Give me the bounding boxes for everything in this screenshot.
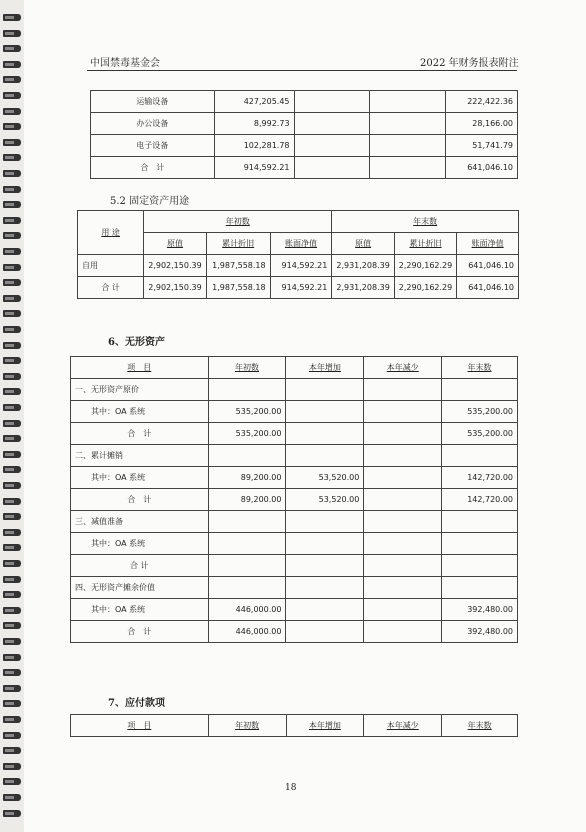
binding-ring — [3, 30, 21, 37]
value-cell — [364, 445, 442, 467]
binding-ring — [3, 232, 21, 239]
table-row — [71, 533, 518, 555]
binding-ring — [3, 388, 21, 395]
value-cell — [286, 621, 364, 643]
binding-ring — [3, 108, 21, 115]
row-label: 其中：OA 系统 — [71, 467, 209, 489]
value-cell: 1,987,558.18 — [206, 277, 270, 299]
value-cell: 914,592.21 — [270, 277, 332, 299]
row-label: 三、减值准备 — [71, 511, 209, 533]
header-report-title: 2022 年财务报表附注 — [420, 58, 519, 69]
table-row — [71, 445, 518, 467]
table-row — [71, 555, 518, 577]
binding-ring — [3, 264, 21, 271]
value-cell — [442, 577, 518, 599]
binding-ring — [3, 357, 21, 364]
row-label: 自用 — [78, 255, 144, 277]
value-cell — [364, 423, 442, 445]
binding-ring — [3, 529, 21, 536]
value-cell — [442, 555, 518, 577]
binding-ring — [3, 279, 21, 286]
value-cell — [208, 577, 286, 599]
header-rule — [87, 70, 517, 71]
table-row — [91, 135, 518, 157]
binding-ring — [3, 810, 21, 817]
value-cell — [364, 599, 442, 621]
column-header: 年末数 — [442, 715, 518, 737]
cell-decrease — [370, 157, 446, 179]
value-cell — [364, 489, 442, 511]
value-cell: 2,902,150.39 — [144, 255, 206, 277]
binding-ring — [3, 560, 21, 567]
binding-ring — [3, 685, 21, 692]
cell-decrease — [370, 135, 446, 157]
value-cell — [286, 577, 364, 599]
value-cell — [364, 379, 442, 401]
cell-increase — [294, 135, 370, 157]
row-label: 合 计 — [71, 489, 209, 511]
table-row — [78, 255, 519, 277]
binding-ring — [3, 622, 21, 629]
binding-ring — [3, 295, 21, 302]
column-header: 本年减少 — [364, 715, 442, 737]
column-header: 年初数 — [208, 357, 286, 379]
cell-end: 51,741.79 — [446, 135, 518, 157]
value-cell — [208, 379, 286, 401]
row-label: 二、累计摊销 — [71, 445, 209, 467]
binding-ring — [3, 14, 21, 21]
cell-decrease — [370, 113, 446, 135]
binding-ring — [3, 498, 21, 505]
value-cell: 914,592.21 — [270, 255, 332, 277]
binding-ring — [3, 607, 21, 614]
subheader-cell: 账面净值 — [457, 233, 519, 255]
binding-ring — [3, 794, 21, 801]
binding-ring — [3, 513, 21, 520]
binding-ring — [3, 373, 21, 380]
row-label: 合 计 — [78, 277, 144, 299]
value-cell: 392,480.00 — [442, 599, 518, 621]
section-6-title: 6、无形资产 — [108, 337, 165, 348]
value-cell — [364, 511, 442, 533]
cell-begin: 914,592.21 — [214, 157, 294, 179]
subheader-cell: 原值 — [144, 233, 206, 255]
column-header: 年末数 — [442, 357, 518, 379]
value-cell — [364, 467, 442, 489]
binding-ring — [3, 61, 21, 68]
binding-ring — [3, 732, 21, 739]
binding-ring — [3, 435, 21, 442]
binding-ring — [3, 201, 21, 208]
binding-ring — [3, 170, 21, 177]
value-cell: 535,200.00 — [208, 423, 286, 445]
spiral-binding — [0, 0, 22, 832]
value-cell — [364, 533, 442, 555]
table-row — [71, 489, 518, 511]
cell-increase — [294, 113, 370, 135]
value-cell — [364, 577, 442, 599]
value-cell — [208, 533, 286, 555]
value-cell: 53,520.00 — [286, 489, 364, 511]
header-end: 年末数 — [332, 211, 519, 233]
binding-ring — [3, 576, 21, 583]
value-cell — [208, 445, 286, 467]
value-cell: 535,200.00 — [208, 401, 286, 423]
value-cell: 53,520.00 — [286, 467, 364, 489]
column-header: 年初数 — [208, 715, 286, 737]
cell-decrease — [370, 91, 446, 113]
value-cell — [286, 379, 364, 401]
binding-ring — [3, 716, 21, 723]
binding-ring — [3, 404, 21, 411]
value-cell — [442, 533, 518, 555]
table-row — [71, 511, 518, 533]
binding-ring — [3, 326, 21, 333]
value-cell: 1,987,558.18 — [206, 255, 270, 277]
table-row — [71, 577, 518, 599]
binding-ring — [3, 186, 21, 193]
row-label: 运输设备 — [91, 91, 215, 113]
table-row — [71, 401, 518, 423]
value-cell: 142,720.00 — [442, 467, 518, 489]
table-row — [71, 599, 518, 621]
payables-table — [70, 714, 518, 737]
value-cell: 446,000.00 — [208, 599, 286, 621]
value-cell — [286, 445, 364, 467]
binding-ring — [3, 420, 21, 427]
binding-ring — [3, 669, 21, 676]
intangible-assets-table — [70, 356, 518, 643]
value-cell: 535,200.00 — [442, 401, 518, 423]
value-cell: 2,931,208.39 — [332, 255, 394, 277]
binding-ring — [3, 154, 21, 161]
value-cell — [286, 423, 364, 445]
subheader-cell: 累计折旧 — [206, 233, 270, 255]
value-cell — [208, 555, 286, 577]
binding-ring — [3, 482, 21, 489]
value-cell — [364, 555, 442, 577]
row-label: 一、无形资产原价 — [71, 379, 209, 401]
subheader-cell: 累计折旧 — [394, 233, 456, 255]
value-cell: 535,200.00 — [442, 423, 518, 445]
header-use: 用 途 — [78, 211, 144, 255]
value-cell — [442, 511, 518, 533]
binding-ring — [3, 451, 21, 458]
value-cell: 89,200.00 — [208, 489, 286, 511]
value-cell — [208, 511, 286, 533]
row-label: 合 计 — [71, 621, 209, 643]
table-row — [91, 157, 518, 179]
binding-ring — [3, 591, 21, 598]
value-cell — [286, 511, 364, 533]
value-cell — [286, 533, 364, 555]
binding-ring — [3, 45, 21, 52]
binding-ring — [3, 763, 21, 770]
row-label: 合 计 — [71, 555, 209, 577]
row-label: 合 计 — [71, 423, 209, 445]
value-cell — [442, 379, 518, 401]
table-row — [71, 621, 518, 643]
cell-begin: 102,281.78 — [214, 135, 294, 157]
cell-end: 28,166.00 — [446, 113, 518, 135]
value-cell — [442, 445, 518, 467]
table-row — [71, 467, 518, 489]
row-label: 电子设备 — [91, 135, 215, 157]
binding-ring — [3, 638, 21, 645]
value-cell — [286, 401, 364, 423]
value-cell — [286, 599, 364, 621]
page-number: 18 — [285, 783, 297, 793]
binding-ring — [3, 747, 21, 754]
fixed-assets-table — [90, 90, 518, 179]
column-header: 本年减少 — [364, 357, 442, 379]
binding-ring — [3, 76, 21, 83]
value-cell: 2,290,162.29 — [394, 255, 456, 277]
value-cell: 89,200.00 — [208, 467, 286, 489]
value-cell: 641,046.10 — [457, 255, 519, 277]
row-label: 其中：OA 系统 — [71, 599, 209, 621]
cell-end: 222,422.36 — [446, 91, 518, 113]
column-header: 本年增加 — [286, 715, 364, 737]
binding-ring — [3, 466, 21, 473]
fixed-assets-usage-table — [77, 210, 519, 299]
binding-ring — [3, 544, 21, 551]
row-label: 其中：OA 系统 — [71, 533, 209, 555]
value-cell: 392,480.00 — [442, 621, 518, 643]
column-header: 项 目 — [71, 715, 209, 737]
binding-ring — [3, 217, 21, 224]
value-cell: 142,720.00 — [442, 489, 518, 511]
value-cell: 2,931,208.39 — [332, 277, 394, 299]
binding-ring — [3, 123, 21, 130]
section-7-title: 7、应付款项 — [108, 698, 165, 709]
header-begin: 年初数 — [144, 211, 332, 233]
table-row — [71, 423, 518, 445]
row-label: 合 计 — [91, 157, 215, 179]
binding-ring — [3, 342, 21, 349]
subheader-cell: 原值 — [332, 233, 394, 255]
column-header: 本年增加 — [286, 357, 364, 379]
value-cell: 641,046.10 — [457, 277, 519, 299]
row-label: 办公设备 — [91, 113, 215, 135]
table-row — [91, 91, 518, 113]
cell-increase — [294, 91, 370, 113]
table-row — [78, 277, 519, 299]
binding-ring — [3, 92, 21, 99]
value-cell — [364, 401, 442, 423]
table-row — [71, 379, 518, 401]
cell-begin: 427,205.45 — [214, 91, 294, 113]
binding-ring — [3, 700, 21, 707]
section-5-2-title: 5.2 固定资产用途 — [110, 196, 190, 207]
cell-begin: 8,992.73 — [214, 113, 294, 135]
header-org-name: 中国禁毒基金会 — [90, 58, 160, 69]
binding-ring — [3, 310, 21, 317]
cell-end: 641,046.10 — [446, 157, 518, 179]
binding-ring — [3, 778, 21, 785]
subheader-cell: 账面净值 — [270, 233, 332, 255]
binding-ring — [3, 248, 21, 255]
value-cell: 2,902,150.39 — [144, 277, 206, 299]
column-header: 项 目 — [71, 357, 209, 379]
table-row — [91, 113, 518, 135]
value-cell: 446,000.00 — [208, 621, 286, 643]
binding-ring — [3, 139, 21, 146]
binding-ring — [3, 654, 21, 661]
value-cell: 2,290,162.29 — [394, 277, 456, 299]
value-cell — [364, 621, 442, 643]
row-label: 四、无形资产摊余价值 — [71, 577, 209, 599]
value-cell — [286, 555, 364, 577]
row-label: 其中：OA 系统 — [71, 401, 209, 423]
cell-increase — [294, 157, 370, 179]
